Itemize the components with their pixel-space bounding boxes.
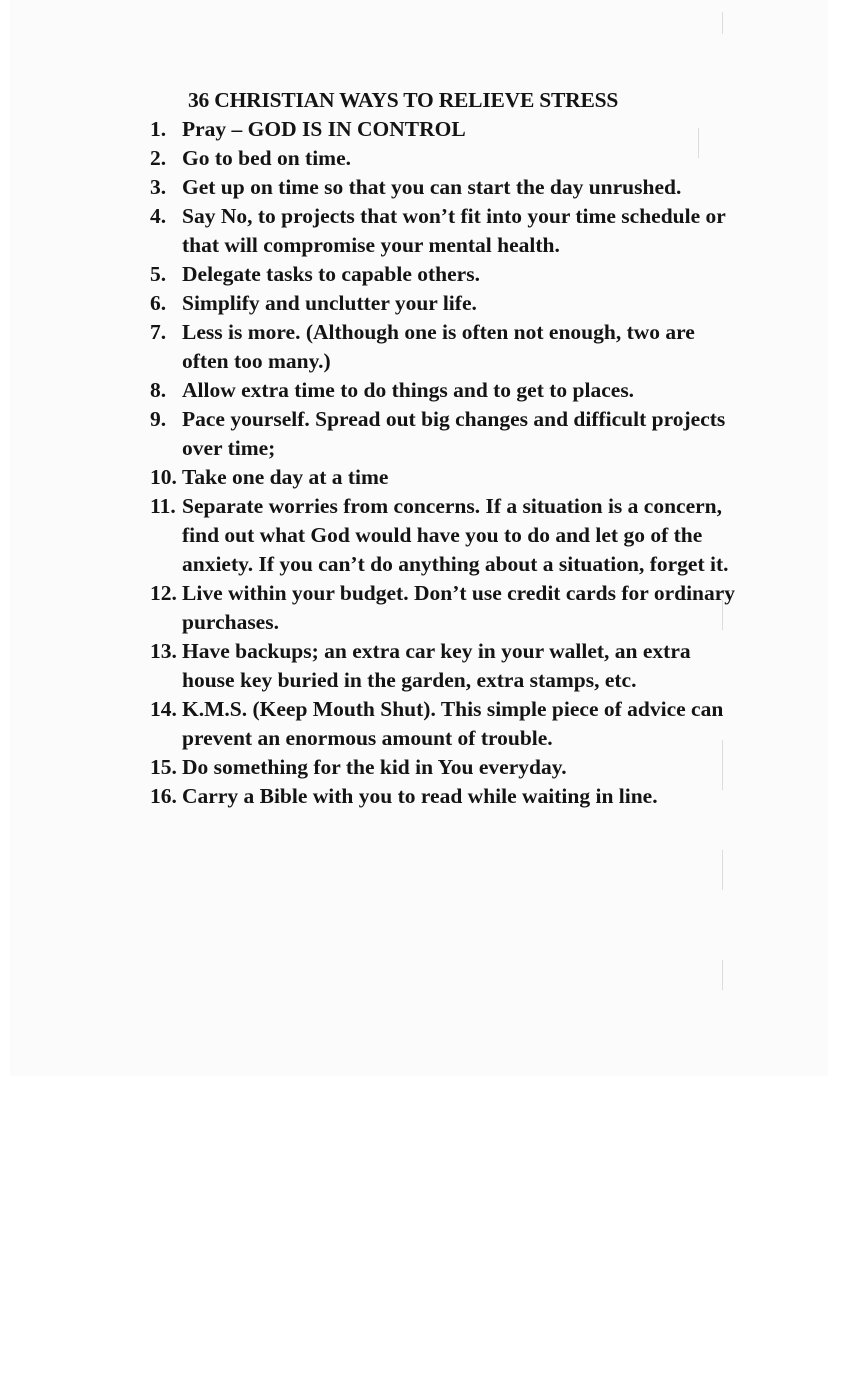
item-number: 11. [150, 494, 176, 518]
list-item [150, 289, 740, 318]
item-number: 1. [150, 117, 167, 141]
item-number: 6. [150, 291, 167, 315]
document [150, 86, 740, 811]
list-item [150, 637, 740, 695]
item-number: 2. [150, 146, 167, 170]
scan-artifact-line [722, 12, 723, 34]
item-text: Carry a Bible with you to read while waiting in line. [182, 784, 658, 808]
item-number: 5. [150, 262, 167, 286]
item-text: Pray – GOD IS IN CONTROL [182, 117, 466, 141]
item-number: 12. [150, 581, 177, 605]
item-number: 10. [150, 465, 177, 489]
item-text: Live within your budget. Don’t use credit cards for ordinary purchases. [182, 581, 736, 634]
item-number: 14. [150, 697, 177, 721]
item-text: Do something for the kid in You everyday. [182, 755, 567, 779]
list-item [150, 260, 740, 289]
item-text: Get up on time so that you can start the day unrushed. [182, 175, 682, 199]
list-item [150, 492, 740, 579]
item-text: Go to bed on time. [182, 146, 352, 170]
list-item [150, 782, 740, 811]
item-text: Pace yourself. Spread out big changes and difficult projects over time; [182, 407, 726, 460]
item-text: Take one day at a time [182, 465, 389, 489]
list-item [150, 579, 740, 637]
item-text: Allow extra time to do things and to get to places. [182, 378, 635, 402]
list-item [150, 753, 740, 782]
list-item [150, 318, 740, 376]
item-number: 7. [150, 320, 167, 344]
stress-relief-list [150, 115, 740, 811]
item-text: Delegate tasks to capable others. [182, 262, 480, 286]
item-text: Simplify and unclutter your life. [182, 291, 477, 315]
list-item [150, 463, 740, 492]
list-item [150, 376, 740, 405]
item-number: 15. [150, 755, 177, 779]
list-item [150, 202, 740, 260]
document-title: 36 CHRISTIAN WAYS TO RELIEVE STRESS [188, 88, 619, 112]
item-text: Say No, to projects that won’t fit into your time schedule or that will compromise your mental health. [182, 204, 726, 257]
item-number: 13. [150, 639, 177, 663]
item-number: 16. [150, 784, 177, 808]
list-item [150, 115, 740, 144]
list-item [150, 173, 740, 202]
item-text: Have backups; an extra car key in your wallet, an extra house key buried in the garden, extra stamps, etc. [182, 639, 691, 692]
item-text: Less is more. (Although one is often not enough, two are often too many.) [182, 320, 695, 373]
item-text: Separate worries from concerns. If a situation is a concern, find out what God would have you to do and let go of the anxiety. If you can’t do anything about a situation, forget it. [182, 494, 729, 576]
list-item [150, 405, 740, 463]
item-number: 4. [150, 204, 167, 228]
scan-artifact-line [722, 960, 723, 990]
list-item [150, 695, 740, 753]
item-number: 3. [150, 175, 167, 199]
item-number: 8. [150, 378, 167, 402]
scan-artifact-line [722, 850, 723, 890]
list-item [150, 144, 740, 173]
item-text: K.M.S. (Keep Mouth Shut). This simple piece of advice can prevent an enormous amount of trouble. [182, 697, 724, 750]
item-number: 9. [150, 407, 167, 431]
